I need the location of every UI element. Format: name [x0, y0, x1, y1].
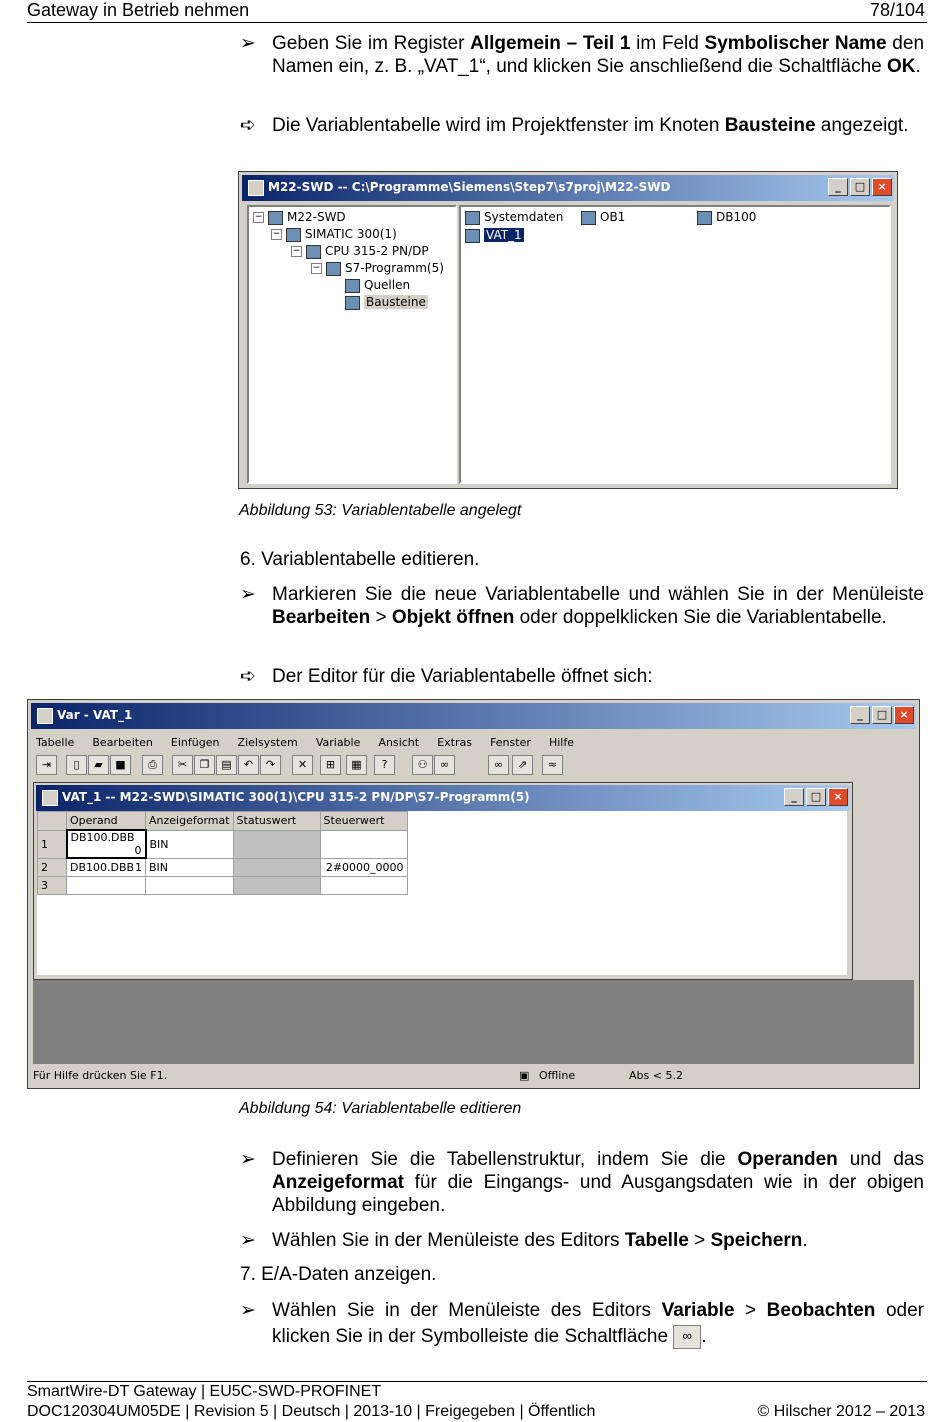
tree-node-station[interactable]: − SIMATIC 300(1) — [272, 227, 397, 241]
close-icon[interactable]: × — [828, 788, 848, 806]
object-ob1[interactable]: OB1 — [581, 209, 625, 226]
var-title-bar — [31, 703, 916, 729]
result-2: ➪ Der Editor für die Variablentabelle öffnet sich: — [240, 666, 653, 687]
menu-ansicht[interactable]: Ansicht — [378, 736, 420, 749]
minimize-icon[interactable]: _ — [784, 788, 804, 806]
cut-icon[interactable]: ✂ — [172, 755, 193, 775]
instruction-2: ➢ Markieren Sie die neue Variablentabelle und wählen Sie in der Menüleiste Bearbeiten > Objekt öffnen oder doppelklicken Sie die Variablentabelle. — [240, 584, 924, 628]
var-table-title-bar — [36, 785, 850, 811]
table-row[interactable]: 2 DB100.DBB 1 BIN 2#0000_0000 — [38, 858, 408, 877]
maximize-icon[interactable]: □ — [850, 178, 870, 196]
arrow-bullet-icon: ➢ — [240, 1230, 256, 1251]
step-6: 6. Variablentabelle editieren. — [240, 549, 480, 570]
project-window-icon — [248, 180, 264, 196]
instruction-3: ➢ Definieren Sie die Tabellenstruktur, indem Sie die Operanden und das Anzeigeformat für die Eingangs- und Ausgangsdaten wie in der obigen Abbildung eingeben. — [240, 1149, 924, 1216]
status-bar — [31, 1067, 916, 1085]
var-editor-window — [27, 699, 920, 1089]
new-icon[interactable]: ▯ — [66, 755, 87, 775]
var-table-area — [37, 811, 847, 975]
observe-icon[interactable]: ∞ — [488, 755, 509, 775]
status-mode: Offline — [539, 1069, 576, 1082]
status-help: Für Hilfe drücken Sie F1. — [33, 1069, 168, 1082]
header-title: Gateway in Betrieb nehmen — [27, 0, 250, 20]
maximize-icon[interactable]: □ — [806, 788, 826, 806]
trigger-icon[interactable]: ⇗ — [512, 755, 533, 775]
tree-node-program[interactable]: − S7-Programm(5) — [312, 261, 444, 275]
arrow-bullet-icon: ➢ — [240, 584, 256, 605]
help-icon[interactable]: ? — [374, 755, 395, 775]
offline-icon: ▣ — [519, 1069, 530, 1082]
object-systemdaten[interactable]: Systemdaten — [465, 209, 563, 226]
var-table-icon — [42, 790, 58, 806]
menu-hilfe[interactable]: Hilfe — [548, 736, 574, 749]
delete-icon[interactable]: ✕ — [292, 755, 313, 775]
col-operand[interactable]: Operand — [67, 812, 146, 831]
object-vat1[interactable]: VAT_1 — [465, 227, 524, 244]
copy-icon[interactable]: ❐ — [194, 755, 215, 775]
menu-zielsystem[interactable]: Zielsystem — [237, 736, 298, 749]
print-icon[interactable]: ⎙ — [142, 755, 163, 775]
project-tree-pane — [247, 205, 457, 484]
project-objects-pane — [459, 205, 891, 484]
arrow-bullet-icon: ➢ — [240, 33, 256, 54]
col-status[interactable]: Statuswert — [233, 812, 320, 831]
caption-fig54: Abbildung 54: Variablentabelle editieren — [239, 1100, 522, 1117]
undo-icon[interactable]: ↶ — [238, 755, 259, 775]
monitor-icon[interactable]: ⚇ — [412, 755, 433, 775]
result-arrow-icon: ➪ — [240, 666, 256, 687]
project-window-title: M22-SWD -- C:\Programme\Siemens\Step7\s7proj\M22-SWD — [268, 180, 671, 194]
footer-product: SmartWire-DT Gateway | EU5C-SWD-PROFINET — [27, 1383, 382, 1400]
table-row[interactable]: 3 — [38, 877, 408, 895]
tree-node-cpu[interactable]: − CPU 315-2 PN/DP — [292, 244, 429, 258]
modify-icon[interactable]: ≈ — [542, 755, 563, 775]
tree-node-sources[interactable]: Quellen — [345, 277, 483, 294]
project-title-bar — [242, 175, 894, 201]
minimize-icon[interactable]: _ — [828, 178, 848, 196]
menu-tabelle[interactable]: Tabelle — [36, 736, 75, 749]
menu-fenster[interactable]: Fenster — [490, 736, 531, 749]
object-db100[interactable]: DB100 — [697, 209, 756, 226]
module-icon[interactable]: ▦ — [346, 755, 367, 775]
mdi-background — [33, 980, 914, 1064]
project-window — [238, 171, 898, 489]
table-row[interactable]: 1 DB100.DBB 0 BIN — [38, 830, 408, 858]
network-icon[interactable]: ⊞ — [320, 755, 341, 775]
caption-fig53: Abbildung 53: Variablentabelle angelegt — [239, 502, 522, 519]
maximize-icon[interactable]: □ — [872, 706, 892, 724]
save-icon[interactable]: ■ — [110, 755, 131, 775]
page-header — [27, 0, 927, 23]
var-window-icon — [37, 708, 53, 724]
observe-glasses-icon: ∞ — [673, 1325, 701, 1349]
glasses-icon[interactable]: ∞ — [434, 755, 455, 775]
result-arrow-icon: ➪ — [240, 115, 256, 136]
redo-icon[interactable]: ↷ — [260, 755, 281, 775]
var-table — [37, 811, 408, 895]
arrow-bullet-icon: ➢ — [240, 1300, 256, 1321]
instruction-4: ➢ Wählen Sie in der Menüleiste des Editors Tabelle > Speichern. — [240, 1230, 808, 1251]
instruction-5: ➢ Wählen Sie in der Menüleiste des Editors Variable > Beobachten oder klicken Sie in der Symbolleiste die Schaltfläche ∞ . — [240, 1300, 924, 1347]
result-1: ➪ Die Variablentabelle wird im Projektfenster im Knoten Bausteine angezeigt. — [240, 115, 909, 136]
open-icon[interactable]: ▰ — [88, 755, 109, 775]
col-control[interactable]: Steuerwert — [320, 812, 407, 831]
menu-bar — [36, 731, 587, 750]
tree-node-project[interactable]: − M22-SWD — [254, 210, 346, 224]
close-icon[interactable]: × — [872, 178, 892, 196]
status-abs: Abs < 5.2 — [629, 1069, 683, 1082]
footer-copyright: © Hilscher 2012 – 2013 — [757, 1403, 925, 1420]
page-number: 78/104 — [869, 0, 925, 20]
page-footer — [27, 1381, 927, 1422]
paste-icon[interactable]: ▤ — [216, 755, 237, 775]
step-7: 7. E/A-Daten anzeigen. — [240, 1264, 437, 1285]
var-table-window — [33, 782, 853, 980]
arrow-bullet-icon: ➢ — [240, 1149, 256, 1170]
menu-einfuegen[interactable]: Einfügen — [170, 736, 220, 749]
menu-bearbeiten[interactable]: Bearbeiten — [92, 736, 153, 749]
instruction-1: ➢ Geben Sie im Register Allgemein – Teil 1 im Feld Symbolischer Name den Namen ein, z. B. „VAT_1“, und klicken Sie anschließend die Schaltfläche OK. — [240, 33, 925, 77]
menu-variable[interactable]: Variable — [315, 736, 361, 749]
close-icon[interactable]: × — [894, 706, 914, 724]
minimize-icon[interactable]: _ — [850, 706, 870, 724]
var-table-title: VAT_1 -- M22-SWD\SIMATIC 300(1)\CPU 315-2 PN/DP\S7-Programm(5) — [62, 790, 530, 804]
pin-icon[interactable]: ⇥ — [36, 755, 57, 775]
tree-node-blocks[interactable]: Bausteine — [345, 294, 483, 311]
var-window-title: Var - VAT_1 — [57, 708, 133, 722]
footer-doc-info: DOC120304UM05DE | Revision 5 | Deutsch | 2013-10 | Freigegeben | Öffentlich — [27, 1403, 596, 1420]
menu-extras[interactable]: Extras — [437, 736, 472, 749]
col-format[interactable]: Anzeigeformat — [146, 812, 234, 831]
